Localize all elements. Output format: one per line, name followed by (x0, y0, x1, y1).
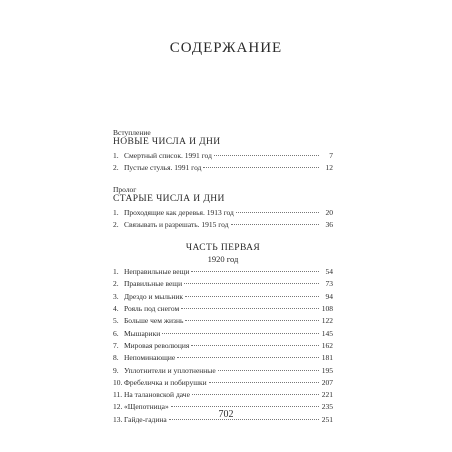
entry-page: 20 (325, 207, 333, 217)
dot-leader (203, 166, 319, 168)
dot-leader (177, 356, 319, 358)
entry-number: 6. (113, 328, 119, 338)
entry-page: 251 (321, 414, 333, 424)
dot-leader (231, 223, 319, 225)
part-title: ЧАСТЬ ПЕРВАЯ (185, 243, 261, 254)
entry-number: 7. (113, 340, 119, 350)
entry-list (113, 266, 333, 426)
entry-number: 8. (113, 353, 119, 363)
toc-entry (113, 389, 333, 401)
dot-leader (191, 344, 319, 346)
entry-title: Смертный список. 1991 год (124, 151, 212, 160)
toc-entry (113, 328, 333, 340)
entry-number: 4. (113, 304, 119, 314)
entry-page: 181 (321, 353, 333, 363)
dot-leader (191, 270, 319, 272)
entry-title: Уплотнители и уплотненные (124, 365, 216, 375)
entry-title: Мировая революция (124, 340, 190, 350)
entry-list (113, 207, 333, 232)
entry-page: 122 (321, 316, 333, 326)
entry-number: 5. (113, 316, 119, 326)
toc-entry (113, 303, 333, 315)
toc-entry (113, 219, 333, 231)
toc-entry (113, 340, 333, 352)
entry-list (113, 150, 333, 175)
entry-number: 10. (113, 377, 123, 387)
entry-title: Рояль под снегом (124, 304, 180, 314)
entry-number: 12. (113, 402, 123, 412)
entry-number: 9. (113, 365, 119, 375)
toc-entry (113, 266, 333, 278)
page-number: 702 (218, 409, 234, 420)
section-title: НОВЫЕ ЧИСЛА И ДНИ (113, 137, 221, 147)
section-part-one (113, 243, 333, 426)
toc-entry (113, 291, 333, 303)
toc-entry (113, 278, 333, 290)
entry-title: Проходящие как деревья. 1913 год (124, 207, 234, 217)
toc-entry (113, 365, 333, 377)
entry-number: 3. (113, 291, 119, 301)
dot-leader (192, 393, 319, 395)
part-heading (113, 243, 333, 264)
entry-page: 235 (321, 402, 333, 412)
toc-entry (113, 377, 333, 389)
dot-leader (209, 381, 319, 383)
dot-leader (162, 332, 319, 334)
entry-number: 1. (113, 267, 119, 277)
entry-title: Фребеличка и побирушки (124, 377, 207, 387)
toc-entry (113, 150, 333, 162)
page-title: СОДЕРЖАНИЕ (169, 40, 283, 56)
section-intro (113, 128, 333, 175)
dot-leader (171, 405, 319, 407)
entry-title: Неправильные вещи (124, 267, 190, 277)
dot-leader (184, 282, 319, 284)
section-label: Пролог (113, 184, 137, 194)
section-title: СТАРЫЕ ЧИСЛА И ДНИ (113, 193, 225, 204)
entry-number: 2. (113, 163, 119, 173)
entry-title: Больше чем жизнь (124, 316, 184, 326)
entry-page: 221 (321, 390, 333, 400)
entry-title: Гайде-гадина (124, 414, 167, 424)
entry-page: 12 (325, 163, 333, 173)
dot-leader (185, 319, 319, 321)
toc (113, 128, 333, 434)
dot-leader (236, 211, 319, 213)
entry-page: 162 (321, 340, 333, 350)
entry-title: «Щепотница» (124, 402, 169, 412)
dot-leader (218, 369, 319, 371)
entry-page: 207 (321, 377, 333, 387)
entry-page: 54 (325, 267, 333, 277)
entry-page: 36 (325, 219, 333, 229)
part-year: 1920 год (207, 254, 239, 265)
entry-page: 195 (321, 365, 333, 375)
entry-page: 73 (325, 279, 333, 289)
entry-number: 11. (113, 390, 123, 400)
entry-number: 2. (113, 279, 119, 289)
toc-entry (113, 207, 333, 219)
entry-title: Связывать и разрешать. 1915 год (124, 219, 229, 229)
dot-leader (214, 154, 319, 156)
entry-title: На талановской даче (124, 390, 190, 400)
entry-number: 13. (113, 414, 123, 424)
entry-number: 1. (113, 207, 119, 217)
entry-page: 7 (329, 151, 333, 160)
entry-number: 1. (113, 151, 119, 160)
entry-title: Правильные вещи (124, 279, 183, 289)
entry-page: 108 (321, 304, 333, 314)
section-prologue (113, 185, 333, 232)
entry-title: Непоминающие (124, 353, 176, 363)
dot-leader (185, 295, 319, 297)
entry-title: Дрездо и мыльник (124, 291, 184, 301)
dot-leader (181, 307, 319, 309)
entry-page: 94 (325, 291, 333, 301)
entry-title: Мышарики (124, 328, 161, 338)
toc-entry (113, 315, 333, 327)
toc-entry (113, 162, 333, 174)
toc-entry (113, 352, 333, 364)
entry-number: 2. (113, 219, 119, 229)
entry-title: Пустые стулья. 1991 год (124, 163, 202, 173)
entry-page: 145 (321, 328, 333, 338)
section-label: Вступление (113, 128, 151, 137)
